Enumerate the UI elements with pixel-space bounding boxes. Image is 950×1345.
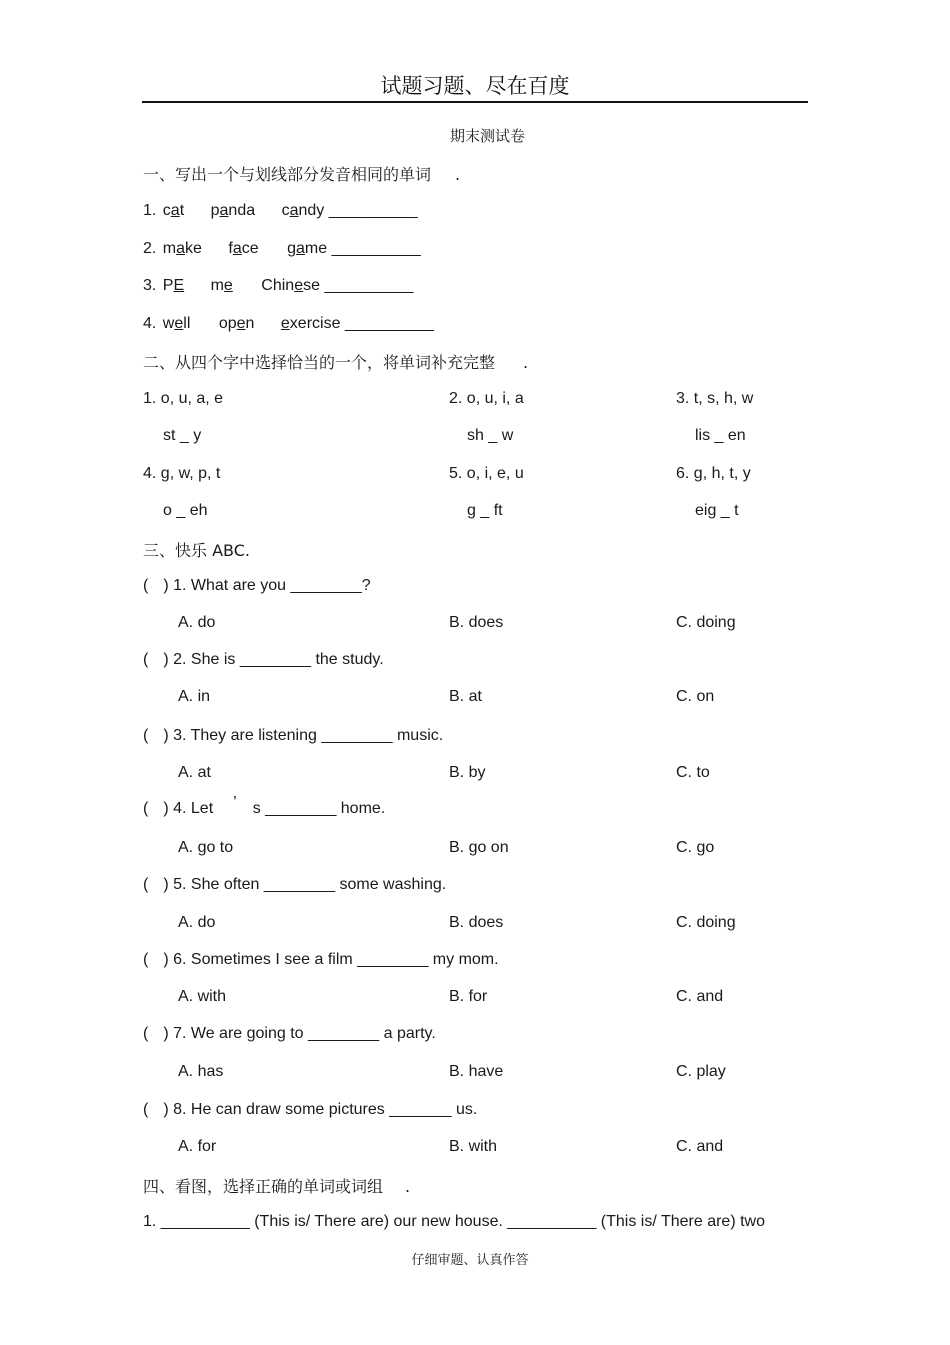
answer-paren-close: ) xyxy=(163,800,169,817)
word: open xyxy=(218,315,255,332)
s2-letters-5: 5. o, i, e, u xyxy=(449,465,524,482)
s1-item-3 xyxy=(143,277,413,295)
s2-letters-1: 1. o, u, a, e xyxy=(143,390,224,407)
word: panda xyxy=(210,202,256,219)
answer-paren-open[interactable]: ( xyxy=(143,651,149,668)
option-b[interactable]: B. go on xyxy=(449,839,509,856)
answer-blank[interactable]: __________ xyxy=(328,202,418,219)
answer-paren-open[interactable]: ( xyxy=(143,727,149,744)
question-text: 4. Let xyxy=(173,800,214,817)
answer-blank[interactable]: __________ xyxy=(324,277,414,294)
answer-paren-close: ) xyxy=(163,1025,169,1042)
option-c[interactable]: C. doing xyxy=(676,914,736,931)
word: candy xyxy=(281,202,325,219)
answer-paren-close: ) xyxy=(163,1101,169,1118)
answer-paren-close: ) xyxy=(163,876,169,893)
s1-item-4 xyxy=(143,315,434,333)
word: me xyxy=(210,277,233,294)
option-a[interactable]: A. with xyxy=(178,988,227,1005)
answer-paren-close: ) xyxy=(163,577,169,594)
s1-item-2 xyxy=(143,240,421,258)
question-text: 6. Sometimes I see a film ________ my mom. xyxy=(173,951,499,968)
option-b[interactable]: B. does xyxy=(449,914,504,931)
option-c[interactable]: C. and xyxy=(676,988,724,1005)
s3-question-6 xyxy=(143,951,499,969)
option-b[interactable]: B. with xyxy=(449,1138,498,1155)
question-text-rest: s ________ home. xyxy=(252,800,386,817)
option-a[interactable]: A. go to xyxy=(178,839,234,856)
word: game xyxy=(287,240,328,257)
s2-word-1[interactable]: st _ y xyxy=(163,427,202,444)
option-b[interactable]: B. does xyxy=(449,614,504,631)
word: Chinese xyxy=(261,277,320,294)
question-text: 1. What are you ________? xyxy=(173,577,371,594)
s2-letters-3: 3. t, s, h, w xyxy=(676,390,754,407)
section-1-heading-period: . xyxy=(455,165,461,184)
page-header-title: 试题习题、尽在百度 xyxy=(380,74,570,98)
apostrophe: ’ xyxy=(233,794,237,811)
answer-paren-open[interactable]: ( xyxy=(143,577,149,594)
s3-question-8 xyxy=(143,1101,477,1119)
question-text: 3. They are listening ________ music. xyxy=(173,727,444,744)
option-c[interactable]: C. play xyxy=(676,1063,726,1080)
question-text: 5. She often ________ some washing. xyxy=(173,876,447,893)
answer-paren-open[interactable]: ( xyxy=(143,876,149,893)
option-b[interactable]: B. at xyxy=(449,688,482,705)
item-number: 3. xyxy=(143,277,157,294)
s3-question-5 xyxy=(143,876,446,894)
section-3-heading: 三、快乐 ABC. xyxy=(143,541,250,560)
s2-letters-6: 6. g, h, t, y xyxy=(676,465,751,482)
exam-title: 期末测试卷 xyxy=(449,127,525,145)
option-b[interactable]: B. by xyxy=(449,764,486,781)
question-text: 2. She is ________ the study. xyxy=(173,651,384,668)
section-2-heading-period: . xyxy=(523,353,529,372)
s3-question-4 xyxy=(143,794,386,818)
answer-paren-close: ) xyxy=(163,651,169,668)
answer-blank[interactable]: __________ xyxy=(331,240,421,257)
option-b[interactable]: B. for xyxy=(449,988,488,1005)
section-1-heading-text: 一、写出一个与划线部分发音相同的单词 xyxy=(143,165,432,184)
section-1-heading xyxy=(143,162,460,185)
option-a[interactable]: A. has xyxy=(178,1063,224,1080)
page-footer: 仔细审题、认真作答 xyxy=(411,1253,529,1268)
answer-paren-open[interactable]: ( xyxy=(143,800,149,817)
section-2-heading xyxy=(143,350,528,373)
item-number: 2. xyxy=(143,240,157,257)
option-a[interactable]: A. do xyxy=(178,914,216,931)
answer-paren-close: ) xyxy=(163,727,169,744)
section-4-heading xyxy=(143,1174,410,1197)
answer-paren-close: ) xyxy=(163,951,169,968)
word: cat xyxy=(162,202,185,219)
section-2-heading-text: 二、从四个字中选择恰当的一个，将单词补充完整 xyxy=(143,353,496,372)
option-c[interactable]: C. doing xyxy=(676,614,736,631)
s1-item-1 xyxy=(143,202,418,220)
option-a[interactable]: A. for xyxy=(178,1138,217,1155)
word: face xyxy=(228,240,259,257)
s2-letters-4: 4. g, w, p, t xyxy=(143,465,221,482)
s2-letters-2: 2. o, u, i, a xyxy=(449,390,524,407)
answer-blank[interactable]: __________ xyxy=(344,315,434,332)
option-c[interactable]: C. go xyxy=(676,839,715,856)
option-a[interactable]: A. do xyxy=(178,614,216,631)
word: exercise xyxy=(280,315,341,332)
s2-word-5[interactable]: g _ ft xyxy=(467,502,503,519)
option-b[interactable]: B. have xyxy=(449,1063,504,1080)
s2-word-6[interactable]: eig _ t xyxy=(695,502,739,519)
option-c[interactable]: C. to xyxy=(676,764,710,781)
s3-question-1 xyxy=(143,577,371,595)
word: well xyxy=(162,315,191,332)
answer-paren-open[interactable]: ( xyxy=(143,951,149,968)
answer-paren-open[interactable]: ( xyxy=(143,1025,149,1042)
question-text: 8. He can draw some pictures _______ us. xyxy=(173,1101,478,1118)
option-a[interactable]: A. in xyxy=(178,688,211,705)
answer-paren-open[interactable]: ( xyxy=(143,1101,149,1118)
s3-question-2 xyxy=(143,651,384,669)
question-text: 7. We are going to ________ a party. xyxy=(173,1025,436,1042)
option-a[interactable]: A. at xyxy=(178,764,211,781)
section-4-heading-period: . xyxy=(405,1177,411,1196)
s2-word-4[interactable]: o _ eh xyxy=(163,502,208,519)
word: PE xyxy=(162,277,185,294)
s2-word-3[interactable]: lis _ en xyxy=(695,427,746,444)
option-c[interactable]: C. and xyxy=(676,1138,724,1155)
item-number: 4. xyxy=(143,315,157,332)
option-c[interactable]: C. on xyxy=(676,688,715,705)
s3-question-7 xyxy=(143,1025,436,1043)
item-number: 1. xyxy=(143,202,157,219)
s3-question-3 xyxy=(143,727,443,745)
word: make xyxy=(162,240,202,257)
header-divider xyxy=(142,101,808,103)
section-4-heading-text: 四、看图，选择正确的单词或词组 xyxy=(143,1177,384,1196)
s4-item-1: 1. __________ (This is/ There are) our new house. __________ (This is/ There are) two xyxy=(143,1213,765,1230)
s2-word-2[interactable]: sh _ w xyxy=(467,427,514,444)
